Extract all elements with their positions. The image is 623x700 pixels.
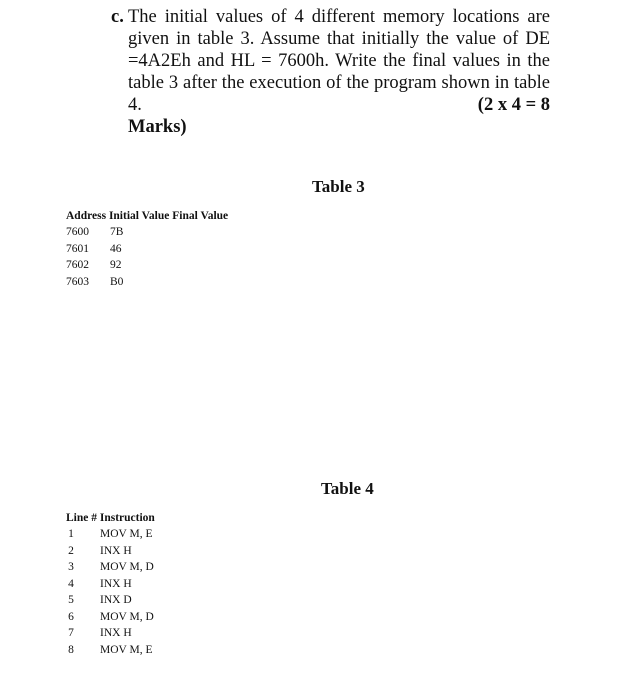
question-line: =4A2Eh and HL = 7600h. Write the final values in the — [128, 51, 550, 71]
address-cell: 7600 — [66, 226, 89, 238]
table-row — [66, 274, 228, 291]
table3-header-initial: Initial Value — [108, 210, 170, 222]
table-row — [66, 625, 155, 642]
instruction-cell: MOV M, D — [100, 610, 154, 623]
question-block — [111, 6, 550, 138]
table-row — [66, 576, 155, 593]
table-row — [66, 543, 155, 560]
initial-value-cell: 46 — [110, 242, 122, 255]
initial-value-cell: 92 — [110, 259, 122, 271]
instruction-cell: INX D — [100, 594, 132, 606]
line-number-cell: 2 — [68, 544, 74, 557]
line-number-cell: 4 — [68, 577, 74, 590]
question-line-final — [128, 94, 550, 116]
line-number-cell: 8 — [68, 643, 74, 656]
table4-header-instruction: Instruction — [99, 512, 155, 524]
initial-value-cell: 7B — [110, 226, 124, 238]
table-row — [66, 224, 228, 241]
line-number-cell: 7 — [68, 627, 74, 639]
instruction-cell: MOV M, E — [100, 528, 153, 540]
line-number-cell: 5 — [68, 594, 74, 606]
instruction-cell: MOV M, D — [100, 561, 154, 573]
table4 — [66, 510, 155, 658]
instruction-cell: INX H — [100, 627, 132, 639]
instruction-cell: MOV M, E — [100, 643, 153, 656]
table3-caption: Table 3 — [312, 177, 365, 196]
table3-header-row — [66, 208, 228, 224]
question-line: The initial values of 4 different memory locations are — [128, 7, 550, 27]
table3-header-final: Final Value — [172, 210, 229, 222]
table4-caption: Table 4 — [321, 479, 374, 498]
question-line: table 3 after the execution of the program shown in table — [128, 73, 550, 93]
address-cell: 7603 — [66, 275, 89, 288]
question-label: c. — [111, 7, 124, 27]
instruction-cell: INX H — [100, 577, 132, 590]
table3 — [66, 208, 228, 290]
instruction-cell: INX H — [100, 544, 132, 557]
question-line: given in table 3. Assume that initially the value of DE — [128, 29, 550, 49]
table4-header-line: Line # — [66, 512, 97, 524]
table4-header-row — [66, 510, 155, 526]
table-row — [66, 526, 155, 543]
line-number-cell: 3 — [68, 561, 74, 573]
initial-value-cell: B0 — [110, 275, 124, 288]
table-row — [66, 609, 155, 626]
table-row — [66, 642, 155, 659]
table-row — [66, 241, 228, 258]
marks-allocation: (2 x 4 = 8 — [477, 95, 550, 115]
table3-header-address: Address — [66, 210, 107, 222]
table-row — [66, 257, 228, 274]
line-number-cell: 6 — [68, 610, 74, 623]
marks-allocation-tail: Marks) — [128, 117, 187, 137]
table-row — [66, 559, 155, 576]
question-line-text: 4. — [128, 95, 142, 115]
address-cell: 7602 — [66, 259, 89, 271]
table-row — [66, 592, 155, 609]
address-cell: 7601 — [66, 242, 89, 255]
line-number-cell: 1 — [68, 528, 74, 540]
